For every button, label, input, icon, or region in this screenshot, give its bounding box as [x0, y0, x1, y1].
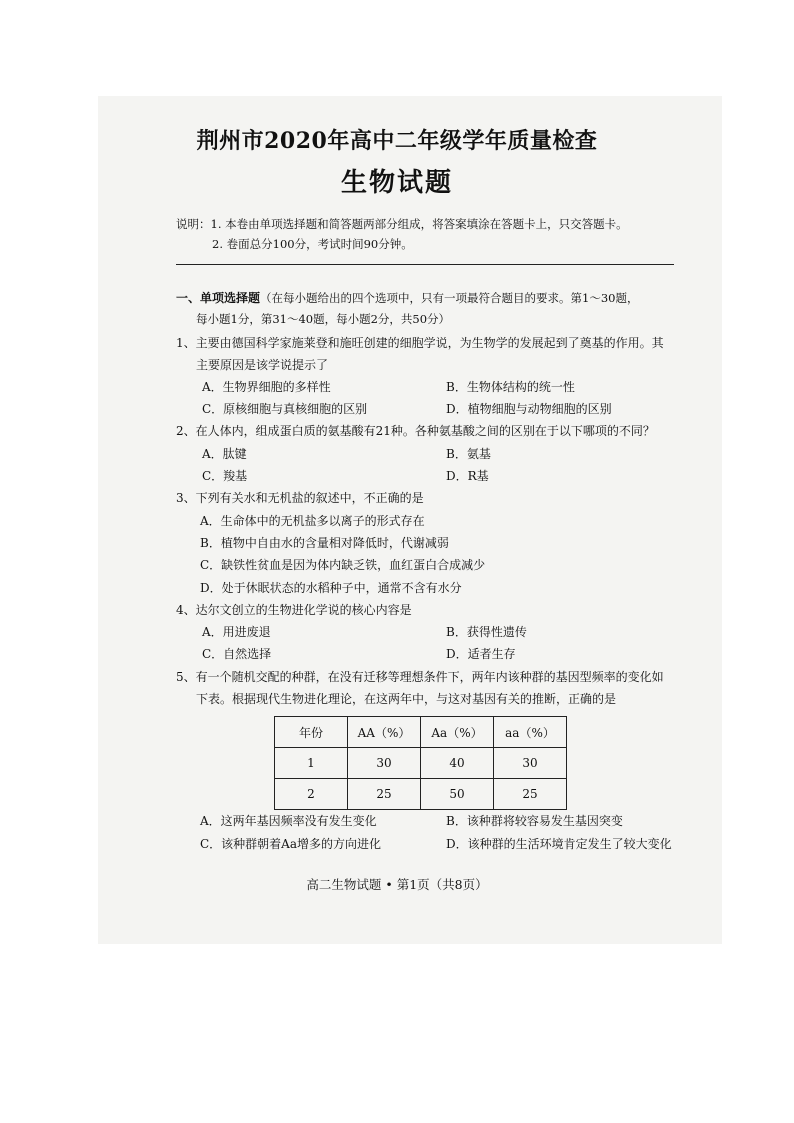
- q4-stem: 4、达尔文创立的生物进化学说的核心内容是: [176, 603, 412, 617]
- q1-option-b: B．生物体结构的统一性: [446, 380, 575, 394]
- table-row: [275, 779, 567, 810]
- q3-option-c: C．缺铁性贫血是因为体内缺乏铁，血红蛋白合成减少: [200, 558, 486, 572]
- section-instruction-1: （在每小题给出的四个选项中，只有一项最符合题目的要求。第1～30题，: [260, 291, 639, 305]
- table-header-cell: AA（%）: [348, 717, 421, 748]
- table-cell: 40: [421, 748, 494, 779]
- section-instruction-2: 每小题1分，第31～40题，每小题2分，共50分）: [196, 312, 451, 326]
- section-heading: 一、单项选择题: [176, 291, 261, 305]
- table-header-cell: 年份: [275, 717, 348, 748]
- q4-option-c: C．自然选择: [202, 647, 272, 661]
- q4-option-a: A．用进废退: [202, 625, 271, 639]
- table-cell: 1: [275, 748, 348, 779]
- table-cell: 25: [494, 779, 567, 810]
- table-cell: 25: [348, 779, 421, 810]
- table-cell: 30: [494, 748, 567, 779]
- q2-stem: 2、在人体内，组成蛋白质的氨基酸有21种。各种氨基酸之间的区别在于以下哪项的不同？: [176, 424, 655, 438]
- table-row: [275, 748, 567, 779]
- q1-stem-line-1: 1、主要由德国科学家施莱登和施旺创建的细胞学说，为生物学的发展起到了奠基的作用。其: [176, 336, 664, 350]
- table-cell: 30: [348, 748, 421, 779]
- q2-option-b: B．氨基: [446, 447, 491, 461]
- q3-stem: 3、下列有关水和无机盐的叙述中，不正确的是: [176, 491, 424, 505]
- q5-stem-line-1: 5、有一个随机交配的种群，在没有迁移等理想条件下，两年内该种群的基因型频率的变化如: [176, 670, 664, 684]
- q4-option-b: B．获得性遗传: [446, 625, 527, 639]
- q5-option-b: B．该种群将较容易发生基因突变: [446, 814, 623, 828]
- page-footer: 高二生物试题 • 第1页（共8页）: [306, 877, 488, 892]
- q5-option-d: D．该种群的生活环境肯定发生了较大变化: [446, 837, 672, 851]
- q3-option-b: B．植物中自由水的含量相对降低时，代谢减弱: [200, 536, 449, 550]
- section-header: [176, 289, 638, 306]
- table-cell: 2: [275, 779, 348, 810]
- genotype-frequency-table: [274, 716, 567, 810]
- divider: [176, 264, 674, 265]
- table-header-cell: Aa（%）: [421, 717, 494, 748]
- q2-option-a: A．肽键: [202, 447, 247, 461]
- q2-option-c: C．羧基: [202, 469, 248, 483]
- q5-option-c: C．该种群朝着Aa增多的方向进化: [200, 837, 382, 851]
- table-header-cell: aa（%）: [494, 717, 567, 748]
- q1-option-c: C．原核细胞与真核细胞的区别: [202, 402, 368, 416]
- q5-stem-line-2: 下表。根据现代生物进化理论，在这两年中，与这对基因有关的推断，正确的是: [196, 692, 617, 706]
- q1-option-d: D．植物细胞与动物细胞的区别: [446, 402, 612, 416]
- instructions-line-2: 2. 卷面总分100分，考试时间90分钟。: [212, 237, 413, 251]
- q2-option-d: D．R基: [446, 469, 489, 483]
- q4-option-d: D．适者生存: [446, 647, 516, 661]
- exam-subject: 生物试题: [340, 168, 453, 198]
- q1-option-a: A．生物界细胞的多样性: [202, 380, 331, 394]
- q1-stem-line-2: 主要原因是该学说提示了: [196, 358, 329, 372]
- instructions-line-1: 说明：1. 本卷由单项选择题和简答题两部分组成，将答案填涂在答题卡上，只交答题卡。: [176, 217, 628, 231]
- q3-option-a: A．生命体中的无机盐多以离子的形式存在: [200, 514, 425, 528]
- table-header-row: [275, 717, 567, 748]
- q3-option-d: D．处于休眠状态的水稻种子中，通常不含有水分: [200, 581, 462, 595]
- exam-title: 荆州市2020年高中二年级学年质量检查: [196, 128, 598, 154]
- table-cell: 50: [421, 779, 494, 810]
- q5-option-a: A．这两年基因频率没有发生变化: [200, 814, 377, 828]
